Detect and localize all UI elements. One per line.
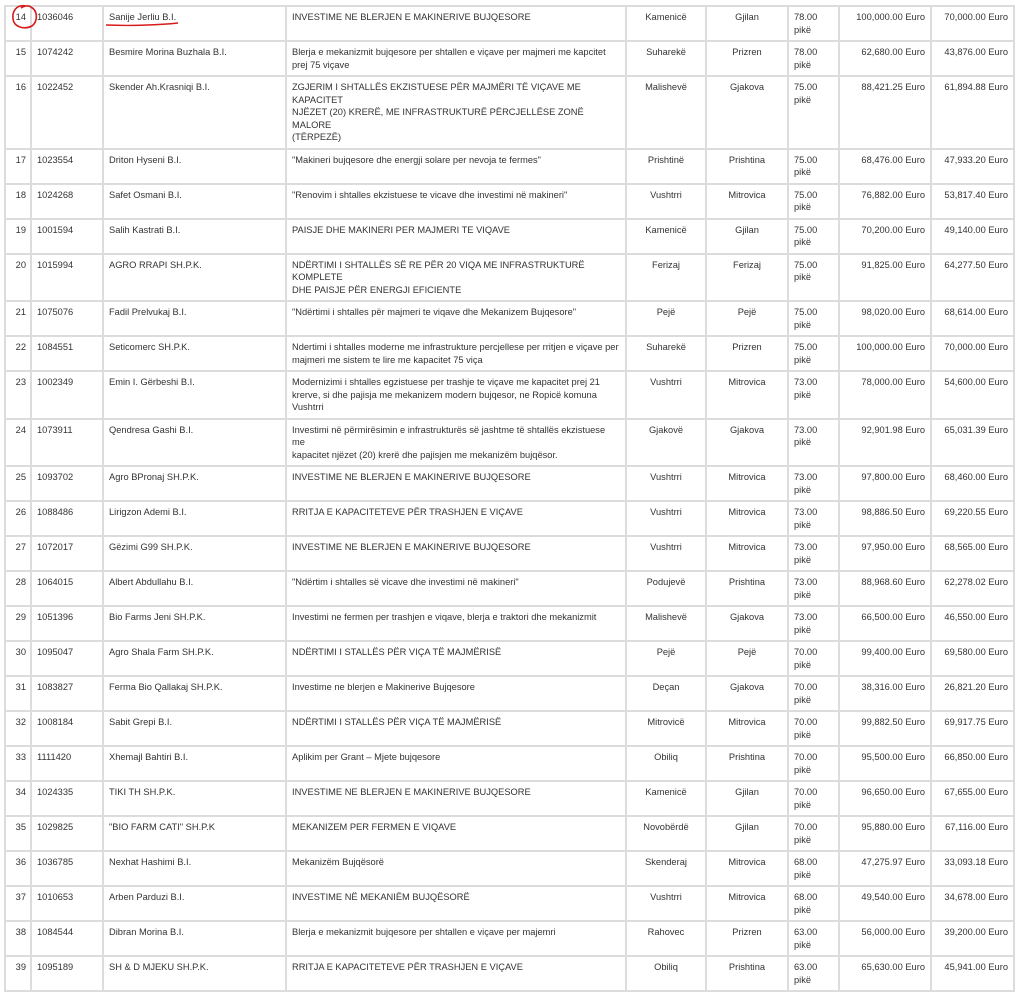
applicant-name-cell: Dibran Morina B.I. [103, 921, 286, 956]
region-cell: Prizren [706, 921, 788, 956]
total-investment-cell: 88,968.60 Euro [839, 571, 931, 606]
points-cell: 73.00 pikë [788, 536, 839, 571]
total-investment-cell: 47,275.97 Euro [839, 851, 931, 886]
table-row [5, 501, 1014, 536]
total-investment-cell: 98,020.00 Euro [839, 301, 931, 336]
region-cell: Mitrovica [706, 886, 788, 921]
application-id-cell: 1022452 [31, 76, 103, 149]
region-cell: Prishtina [706, 149, 788, 184]
municipality-cell: Vushtrri [626, 886, 706, 921]
project-title-cell: INVESTIME NE BLERJEN E MAKINERIVE BUJQESORE [286, 466, 626, 501]
row-number-cell: 24 [5, 419, 31, 467]
points-cell: 75.00 pikë [788, 336, 839, 371]
application-id-cell: 1111420 [31, 746, 103, 781]
region-cell: Mitrovica [706, 536, 788, 571]
region-cell: Gjakova [706, 676, 788, 711]
applicant-name-cell: Arben Parduzi B.I. [103, 886, 286, 921]
municipality-cell: Podujevë [626, 571, 706, 606]
grant-amount-cell: 45,941.00 Euro [931, 956, 1014, 991]
grant-amount-cell: 69,580.00 Euro [931, 641, 1014, 676]
row-number-cell: 34 [5, 781, 31, 816]
total-investment-cell: 78,000.00 Euro [839, 371, 931, 419]
grant-amount-cell: 61,894.88 Euro [931, 76, 1014, 149]
points-cell: 68.00 pikë [788, 886, 839, 921]
municipality-cell: Vushtrri [626, 371, 706, 419]
municipality-cell: Suharekë [626, 41, 706, 76]
municipality-cell: Kamenicë [626, 781, 706, 816]
project-title-cell: "Ndërtim i shtalles së vicave dhe investimi në makineri" [286, 571, 626, 606]
total-investment-cell: 70,200.00 Euro [839, 219, 931, 254]
table-row [5, 956, 1014, 991]
points-cell: 75.00 pikë [788, 76, 839, 149]
region-cell: Gjilan [706, 816, 788, 851]
grant-amount-cell: 26,821.20 Euro [931, 676, 1014, 711]
project-title-cell: INVESTIME NE BLERJEN E MAKINERIVE BUJQESORE [286, 781, 626, 816]
application-id-cell: 1036785 [31, 851, 103, 886]
points-cell: 75.00 pikë [788, 149, 839, 184]
grant-amount-cell: 46,550.00 Euro [931, 606, 1014, 641]
table-row [5, 184, 1014, 219]
grant-results-table [4, 5, 1015, 992]
region-cell: Pejë [706, 641, 788, 676]
row-number-cell: 27 [5, 536, 31, 571]
points-cell: 70.00 pikë [788, 641, 839, 676]
application-id-cell: 1073911 [31, 419, 103, 467]
grant-amount-cell: 47,933.20 Euro [931, 149, 1014, 184]
total-investment-cell: 99,882.50 Euro [839, 711, 931, 746]
total-investment-cell: 100,000.00 Euro [839, 336, 931, 371]
points-cell: 78.00 pikë [788, 6, 839, 41]
table-row [5, 76, 1014, 149]
project-title-cell: Blerja e mekanizmit bujqesore per shtallen e viçave per majmeri me kapcitet prej 75 viçave [286, 41, 626, 76]
municipality-cell: Kamenicë [626, 219, 706, 254]
total-investment-cell: 97,950.00 Euro [839, 536, 931, 571]
points-cell: 70.00 pikë [788, 816, 839, 851]
project-title-cell: Investime ne blerjen e Makinerive Bujqesore [286, 676, 626, 711]
row-number-cell: 33 [5, 746, 31, 781]
row-number-cell: 19 [5, 219, 31, 254]
row-number-cell: 30 [5, 641, 31, 676]
points-cell: 75.00 pikë [788, 254, 839, 302]
total-investment-cell: 56,000.00 Euro [839, 921, 931, 956]
project-title-cell: PAISJE DHE MAKINERI PER MAJMERI TE VIQAVE [286, 219, 626, 254]
points-cell: 75.00 pikë [788, 301, 839, 336]
project-title-cell: MEKANIZEM PER FERMEN E VIQAVE [286, 816, 626, 851]
points-cell: 73.00 pikë [788, 571, 839, 606]
row-number-cell: 39 [5, 956, 31, 991]
project-title-cell: ZGJERIM I SHTALLËS EKZISTUESE PËR MAJMËRI TË VIÇAVE ME KAPACITET NJËZET (20) KRERË, ME INFRASTRUKTURË PËRCJELLËSE ZONË MALORE (TËRPEZË) [286, 76, 626, 149]
points-cell: 70.00 pikë [788, 781, 839, 816]
table-row [5, 641, 1014, 676]
row-number-cell: 31 [5, 676, 31, 711]
region-cell: Mitrovica [706, 501, 788, 536]
applicant-name-cell: Sanije Jerliu B.I. [103, 6, 286, 41]
grant-amount-cell: 43,876.00 Euro [931, 41, 1014, 76]
project-title-cell: INVESTIME NË MEKANIËM BUJQËSORË [286, 886, 626, 921]
municipality-cell: Vushtrri [626, 501, 706, 536]
total-investment-cell: 88,421.25 Euro [839, 76, 931, 149]
grant-amount-cell: 68,565.00 Euro [931, 536, 1014, 571]
region-cell: Mitrovica [706, 711, 788, 746]
region-cell: Gjakova [706, 606, 788, 641]
total-investment-cell: 49,540.00 Euro [839, 886, 931, 921]
project-title-cell: Investimi në përmirësimin e infrastrukturës së jashtme të shtallës ekzistuese me kapacitet njëzet (20) krerë dhe pajisjen me mekanizëm bujqësor. [286, 419, 626, 467]
application-id-cell: 1095047 [31, 641, 103, 676]
application-id-cell: 1084544 [31, 921, 103, 956]
row-number-cell: 38 [5, 921, 31, 956]
row-number-cell: 22 [5, 336, 31, 371]
table-row [5, 676, 1014, 711]
table-row [5, 219, 1014, 254]
applicant-name-cell: Albert Abdullahu B.I. [103, 571, 286, 606]
project-title-cell: "Makineri bujqesore dhe energji solare per nevoja te fermes" [286, 149, 626, 184]
applicant-name-cell: Skender Ah.Krasniqi B.I. [103, 76, 286, 149]
total-investment-cell: 95,880.00 Euro [839, 816, 931, 851]
municipality-cell: Ferizaj [626, 254, 706, 302]
row-number-cell: 29 [5, 606, 31, 641]
municipality-cell: Vushtrri [626, 466, 706, 501]
municipality-cell: Gjakovë [626, 419, 706, 467]
application-id-cell: 1083827 [31, 676, 103, 711]
total-investment-cell: 100,000.00 Euro [839, 6, 931, 41]
region-cell: Gjilan [706, 219, 788, 254]
application-id-cell: 1072017 [31, 536, 103, 571]
points-cell: 78.00 pikë [788, 41, 839, 76]
application-id-cell: 1084551 [31, 336, 103, 371]
row-number-cell: 28 [5, 571, 31, 606]
region-cell: Mitrovica [706, 851, 788, 886]
points-cell: 73.00 pikë [788, 419, 839, 467]
project-title-cell: Aplikim per Grant – Mjete bujqesore [286, 746, 626, 781]
table-row [5, 466, 1014, 501]
table-row [5, 301, 1014, 336]
region-cell: Gjilan [706, 781, 788, 816]
row-number-cell: 14 [5, 6, 31, 41]
municipality-cell: Vushtrri [626, 536, 706, 571]
municipality-cell: Malishevë [626, 76, 706, 149]
row-number-cell: 36 [5, 851, 31, 886]
application-id-cell: 1015994 [31, 254, 103, 302]
total-investment-cell: 96,650.00 Euro [839, 781, 931, 816]
points-cell: 73.00 pikë [788, 371, 839, 419]
application-id-cell: 1002349 [31, 371, 103, 419]
applicant-name-cell: Agro Shala Farm SH.P.K. [103, 641, 286, 676]
points-cell: 73.00 pikë [788, 501, 839, 536]
project-title-cell: "Renovim i shtalles ekzistuese te vicave dhe investimi në makineri" [286, 184, 626, 219]
table-row [5, 921, 1014, 956]
municipality-cell: Prishtinë [626, 149, 706, 184]
points-cell: 75.00 pikë [788, 184, 839, 219]
applicant-name-cell: Fadil Prelvukaj B.I. [103, 301, 286, 336]
application-id-cell: 1023554 [31, 149, 103, 184]
municipality-cell: Skenderaj [626, 851, 706, 886]
municipality-cell: Rahovec [626, 921, 706, 956]
table-row [5, 149, 1014, 184]
applicant-name-cell: Ferma Bio Qallakaj SH.P.K. [103, 676, 286, 711]
table-row [5, 606, 1014, 641]
municipality-cell: Mitrovicë [626, 711, 706, 746]
applicant-name-cell: Agro BPronaj SH.P.K. [103, 466, 286, 501]
points-cell: 68.00 pikë [788, 851, 839, 886]
project-title-cell: Modernizimi i shtalles egzistuese per trashje te viçave me kapacitet prej 21 krerve, si dhe pajisja me mekanizem modern bujqesor, ne Ropicë komuna Vushtrri [286, 371, 626, 419]
project-title-cell: Blerja e mekanizmit bujqesore per shtallen e viçave per majemri [286, 921, 626, 956]
grant-amount-cell: 53,817.40 Euro [931, 184, 1014, 219]
region-cell: Mitrovica [706, 466, 788, 501]
application-id-cell: 1029825 [31, 816, 103, 851]
application-id-cell: 1036046 [31, 6, 103, 41]
total-investment-cell: 98,886.50 Euro [839, 501, 931, 536]
project-title-cell: NDËRTIMI I STALLËS PËR VIÇA TË MAJMËRISË [286, 711, 626, 746]
applicant-name-cell: Bio Farms Jeni SH.P.K. [103, 606, 286, 641]
points-cell: 73.00 pikë [788, 466, 839, 501]
application-id-cell: 1001594 [31, 219, 103, 254]
table-row [5, 851, 1014, 886]
table-body [5, 6, 1014, 991]
row-number-cell: 16 [5, 76, 31, 149]
grant-amount-cell: 70,000.00 Euro [931, 336, 1014, 371]
project-title-cell: NDËRTIMI I STALLËS PËR VIÇA TË MAJMËRISË [286, 641, 626, 676]
table-row [5, 254, 1014, 302]
points-cell: 70.00 pikë [788, 676, 839, 711]
row-number-cell: 37 [5, 886, 31, 921]
grant-amount-cell: 70,000.00 Euro [931, 6, 1014, 41]
applicant-name-cell: Emin I. Gërbeshi B.I. [103, 371, 286, 419]
table-row [5, 886, 1014, 921]
project-title-cell: INVESTIME NE BLERJEN E MAKINERIVE BUJQESORE [286, 6, 626, 41]
applicant-name-cell: Xhemajl Bahtiri B.I. [103, 746, 286, 781]
table-row [5, 711, 1014, 746]
region-cell: Gjilan [706, 6, 788, 41]
applicant-name-cell: Safet Osmani B.I. [103, 184, 286, 219]
table-row [5, 536, 1014, 571]
row-number-cell: 20 [5, 254, 31, 302]
row-number-cell: 26 [5, 501, 31, 536]
application-id-cell: 1064015 [31, 571, 103, 606]
row-number-cell: 25 [5, 466, 31, 501]
table-row [5, 781, 1014, 816]
grant-amount-cell: 54,600.00 Euro [931, 371, 1014, 419]
applicant-name-cell: Besmire Morina Buzhala B.I. [103, 41, 286, 76]
project-title-cell: RRITJA E KAPACITETEVE PËR TRASHJEN E VIÇAVE [286, 956, 626, 991]
municipality-cell: Novobërdë [626, 816, 706, 851]
applicant-name-cell: Salih Kastrati B.I. [103, 219, 286, 254]
table-row [5, 336, 1014, 371]
region-cell: Prizren [706, 336, 788, 371]
municipality-cell: Obiliq [626, 956, 706, 991]
grant-amount-cell: 64,277.50 Euro [931, 254, 1014, 302]
region-cell: Gjakova [706, 76, 788, 149]
row-number-cell: 17 [5, 149, 31, 184]
table-row [5, 816, 1014, 851]
region-cell: Gjakova [706, 419, 788, 467]
region-cell: Prishtina [706, 571, 788, 606]
project-title-cell: INVESTIME NE BLERJEN E MAKINERIVE BUJQESORE [286, 536, 626, 571]
application-id-cell: 1075076 [31, 301, 103, 336]
application-id-cell: 1024335 [31, 781, 103, 816]
grant-amount-cell: 69,220.55 Euro [931, 501, 1014, 536]
row-number-cell: 35 [5, 816, 31, 851]
region-cell: Ferizaj [706, 254, 788, 302]
municipality-cell: Obiliq [626, 746, 706, 781]
grant-amount-cell: 49,140.00 Euro [931, 219, 1014, 254]
region-cell: Prishtina [706, 746, 788, 781]
project-title-cell: RRITJA E KAPACITETEVE PËR TRASHJEN E VIÇAVE [286, 501, 626, 536]
application-id-cell: 1008184 [31, 711, 103, 746]
points-cell: 70.00 pikë [788, 711, 839, 746]
applicant-name-cell: Nexhat Hashimi B.I. [103, 851, 286, 886]
table-row [5, 571, 1014, 606]
total-investment-cell: 91,825.00 Euro [839, 254, 931, 302]
total-investment-cell: 99,400.00 Euro [839, 641, 931, 676]
region-cell: Prishtina [706, 956, 788, 991]
grant-amount-cell: 34,678.00 Euro [931, 886, 1014, 921]
grant-amount-cell: 33,093.18 Euro [931, 851, 1014, 886]
applicant-name-cell: Sabit Grepi B.I. [103, 711, 286, 746]
applicant-name-cell: "BIO FARM CATI" SH.P.K [103, 816, 286, 851]
total-investment-cell: 92,901.98 Euro [839, 419, 931, 467]
project-title-cell: Investimi ne fermen per trashjen e viqave, blerja e traktori dhe mekanizmit [286, 606, 626, 641]
project-title-cell: Mekanizëm Bujqësorë [286, 851, 626, 886]
total-investment-cell: 97,800.00 Euro [839, 466, 931, 501]
total-investment-cell: 62,680.00 Euro [839, 41, 931, 76]
applicant-name-cell: Qendresa Gashi B.I. [103, 419, 286, 467]
total-investment-cell: 66,500.00 Euro [839, 606, 931, 641]
applicant-name-cell: Lirigzon Ademi B.I. [103, 501, 286, 536]
municipality-cell: Vushtrri [626, 184, 706, 219]
project-title-cell: NDËRTIMI I SHTALLËS SË RE PËR 20 VIQA ME INFRASTRUKTURË KOMPLETE DHE PAISJE PËR ENERGJI EFICIENTE [286, 254, 626, 302]
row-number-cell: 23 [5, 371, 31, 419]
project-title-cell: "Ndërtimi i shtalles për majmeri te viqave dhe Mekanizem Bujqesore" [286, 301, 626, 336]
points-cell: 63.00 pikë [788, 956, 839, 991]
points-cell: 73.00 pikë [788, 606, 839, 641]
application-id-cell: 1051396 [31, 606, 103, 641]
grant-amount-cell: 68,460.00 Euro [931, 466, 1014, 501]
applicant-name-cell: AGRO RRAPI SH.P.K. [103, 254, 286, 302]
region-cell: Mitrovica [706, 371, 788, 419]
application-id-cell: 1088486 [31, 501, 103, 536]
grant-amount-cell: 66,850.00 Euro [931, 746, 1014, 781]
points-cell: 75.00 pikë [788, 219, 839, 254]
application-id-cell: 1074242 [31, 41, 103, 76]
application-id-cell: 1010653 [31, 886, 103, 921]
row-number-cell: 18 [5, 184, 31, 219]
applicant-name-cell: Seticomerc SH.P.K. [103, 336, 286, 371]
row-number-cell: 21 [5, 301, 31, 336]
total-investment-cell: 68,476.00 Euro [839, 149, 931, 184]
region-cell: Prizren [706, 41, 788, 76]
grant-amount-cell: 67,116.00 Euro [931, 816, 1014, 851]
applicant-name-cell: SH & D MJEKU SH.P.K. [103, 956, 286, 991]
municipality-cell: Malishevë [626, 606, 706, 641]
municipality-cell: Suharekë [626, 336, 706, 371]
region-cell: Pejë [706, 301, 788, 336]
municipality-cell: Pejë [626, 641, 706, 676]
project-title-cell: Ndertimi i shtalles moderne me infrastrukture percjellese per rritjen e viçave per majmeri me sistem te lire me kapacitet 75 viça [286, 336, 626, 371]
table-row [5, 371, 1014, 419]
municipality-cell: Kamenicë [626, 6, 706, 41]
applicant-name-cell: Gëzimi G99 SH.P.K. [103, 536, 286, 571]
application-id-cell: 1093702 [31, 466, 103, 501]
region-cell: Mitrovica [706, 184, 788, 219]
application-id-cell: 1095189 [31, 956, 103, 991]
total-investment-cell: 38,316.00 Euro [839, 676, 931, 711]
points-cell: 63.00 pikë [788, 921, 839, 956]
grant-amount-cell: 62,278.02 Euro [931, 571, 1014, 606]
applicant-name-cell: Driton Hyseni B.I. [103, 149, 286, 184]
total-investment-cell: 65,630.00 Euro [839, 956, 931, 991]
grant-amount-cell: 39,200.00 Euro [931, 921, 1014, 956]
table-row [5, 419, 1014, 467]
points-cell: 70.00 pikë [788, 746, 839, 781]
applicant-name-cell: TIKI TH SH.P.K. [103, 781, 286, 816]
grant-amount-cell: 65,031.39 Euro [931, 419, 1014, 467]
row-number-cell: 32 [5, 711, 31, 746]
municipality-cell: Deçan [626, 676, 706, 711]
row-number-cell: 15 [5, 41, 31, 76]
total-investment-cell: 76,882.00 Euro [839, 184, 931, 219]
total-investment-cell: 95,500.00 Euro [839, 746, 931, 781]
grant-amount-cell: 67,655.00 Euro [931, 781, 1014, 816]
grant-amount-cell: 69,917.75 Euro [931, 711, 1014, 746]
municipality-cell: Pejë [626, 301, 706, 336]
table-row [5, 41, 1014, 76]
table-row [5, 746, 1014, 781]
application-id-cell: 1024268 [31, 184, 103, 219]
table-row [5, 6, 1014, 41]
grant-amount-cell: 68,614.00 Euro [931, 301, 1014, 336]
